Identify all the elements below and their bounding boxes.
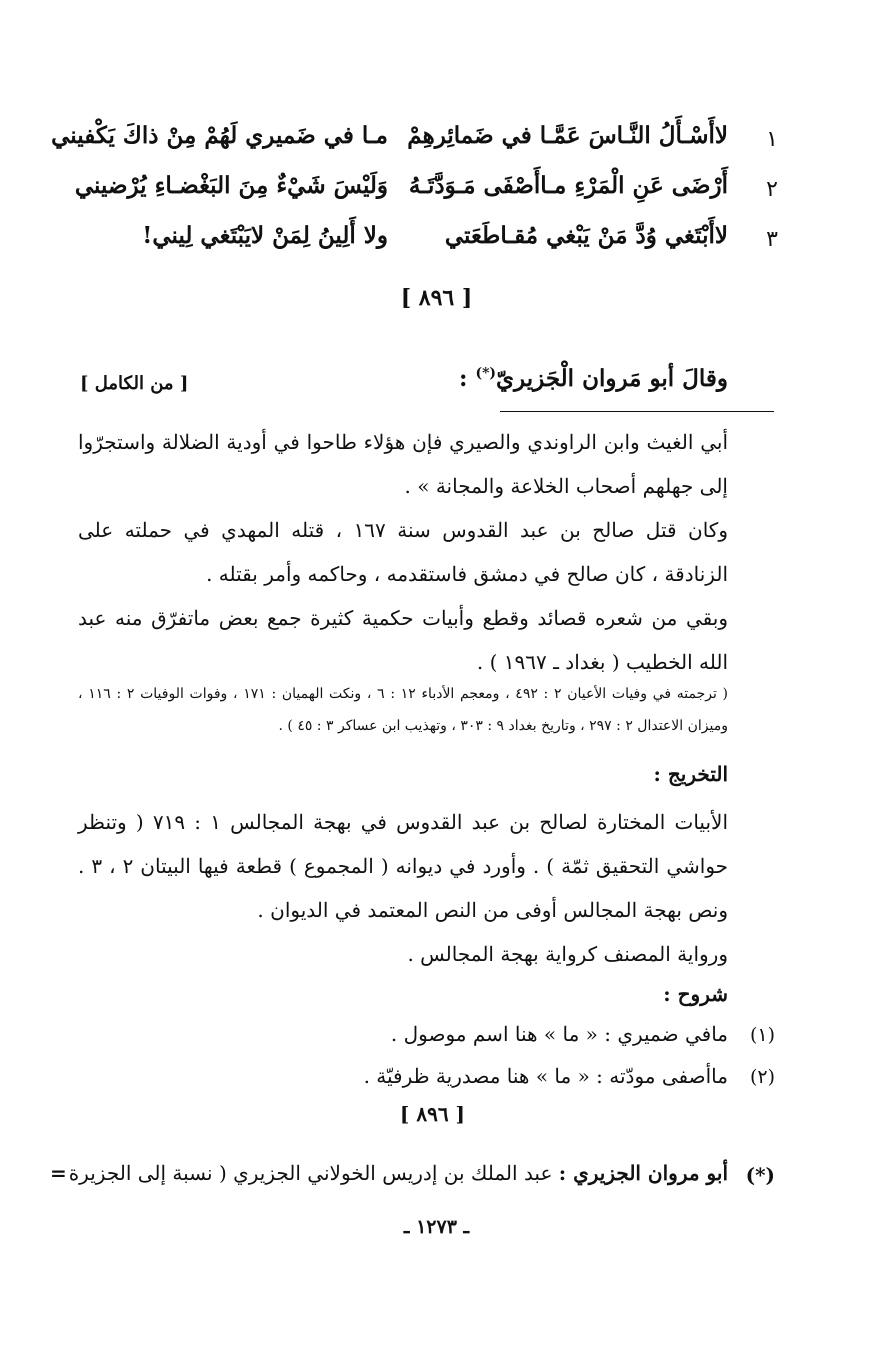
footnote-text: عبد الملك بن إدريس الخولاني الجزيري ( نسبة إلى الجزيرة bbox=[68, 1161, 553, 1185]
verse-second-hemistich: ولا أَلِينُ لِمَنْ لايَبْتَغي لِيني! bbox=[142, 222, 388, 249]
footnote-marker[interactable]: (*) bbox=[475, 365, 497, 382]
bio-paragraph: وكان قتل صالح بن عبد القدوس سنة ١٦٧ ، قتله المهدي في حملته على الزنادقة ، كان صالح في دمشق فاستقدمه ، وحاكمه وأمر بقتله . bbox=[78, 518, 728, 586]
footnote-name: أبو مروان الجزيري : bbox=[558, 1161, 728, 1185]
footnote-marker: (*) bbox=[745, 1163, 775, 1187]
note-text: ماأصفى مودّته : « ما » هنا مصدرية ظرفيّة . bbox=[363, 1064, 728, 1088]
verse-first-hemistich: أَرْضَى عَنِ الْمَرْءِ مـاأَصْفَى مَـوَدَّتَـهُ bbox=[408, 172, 728, 199]
page-number: ـ ١٢٧٣ ـ bbox=[403, 1216, 470, 1238]
bio-paragraph: وبقي من شعره قصائد وقطع وأبيات حكمية كثيرة جمع بعض ماتفرّق منه عبد الله الخطيب ( بغداد ـ ١٩٦٧ ) . bbox=[78, 606, 728, 674]
poem-heading bbox=[459, 365, 728, 392]
verse-first-hemistich: لاأَسْـأَلُ النَّـاسَ عَمَّـا في ضَمائِرهِمْ bbox=[407, 122, 728, 149]
shuruh-title: شروح : bbox=[663, 982, 728, 1006]
bio-sources: ( ترجمته في وفيات الأعيان ٢ : ٤٩٢ ، ومعجم الأدباء ١٢ : ٦ ، ونكت الهميان : ١٧١ ، وفوات الوفيات ٢ : ١١٦ ، وميزان الاعتدال ٢ : ٢٩٧ ، وتاريخ بغداد ٩ : ٣٠٣ ، وتهذيب ابن عساكر ٣ : ٤٥ ) . bbox=[78, 686, 729, 734]
verse-number: ٢ bbox=[766, 177, 778, 202]
bio-paragraph: أبي الغيث وابن الراوندي والصيري فإن هؤلاء طاحوا في أودية الضلالة واستجرّوا إلى جهلهم أصحاب الخلاعة والمجانة » . bbox=[78, 430, 728, 498]
verse-second-hemistich: وَلَيْسَ شَيْءٌ مِنَ البَغْضـاءِ يُرْضيني bbox=[74, 172, 388, 199]
verse-first-hemistich: لاأَبْتَغي وُدَّ مَنْ يَبْغي مُقـاطَعَتي bbox=[444, 222, 728, 249]
takhrij-paragraph: ورواية المصنف كرواية بهجة المجالس . bbox=[407, 942, 728, 966]
heading-colon: : bbox=[458, 365, 476, 392]
note-number: (١) bbox=[749, 1024, 775, 1046]
entry-end-number: [ ٨٩٦ ] bbox=[399, 1102, 465, 1126]
heading-rule bbox=[500, 411, 774, 412]
verse-number: ١ bbox=[766, 127, 778, 152]
note-number: (٢) bbox=[749, 1066, 775, 1088]
note-text: مافي ضميري : « ما » هنا اسم موصول . bbox=[390, 1022, 728, 1046]
takhrij-title: التخريج : bbox=[653, 762, 728, 786]
footnote-continuation: = bbox=[50, 1161, 67, 1185]
verse-second-hemistich: مـا في ضَميري لَهُمْ مِنْ ذاكَ يَكْفيني bbox=[51, 122, 388, 149]
poetic-meter: [ من الكامل ] bbox=[80, 373, 189, 394]
entry-number: [ ٨٩٦ ] bbox=[400, 285, 473, 311]
verse-number: ٣ bbox=[766, 227, 778, 252]
heading-text: وقالَ أبو مَروان الْجَزيريّ bbox=[496, 365, 728, 392]
takhrij-paragraph: الأبيات المختارة لصالح بن عبد القدوس في بهجة المجالس ١ : ٧١٩ ( وتنظر حواشي التحقيق ثمّة ) . وأورد في ديوانه ( المجموع ) قطعة فيها البيتان ٢ ، ٣ . ونص بهجة المجالس أوفى من النص المعتمد في الديوان . bbox=[78, 810, 729, 922]
footnote-body bbox=[69, 1161, 728, 1185]
